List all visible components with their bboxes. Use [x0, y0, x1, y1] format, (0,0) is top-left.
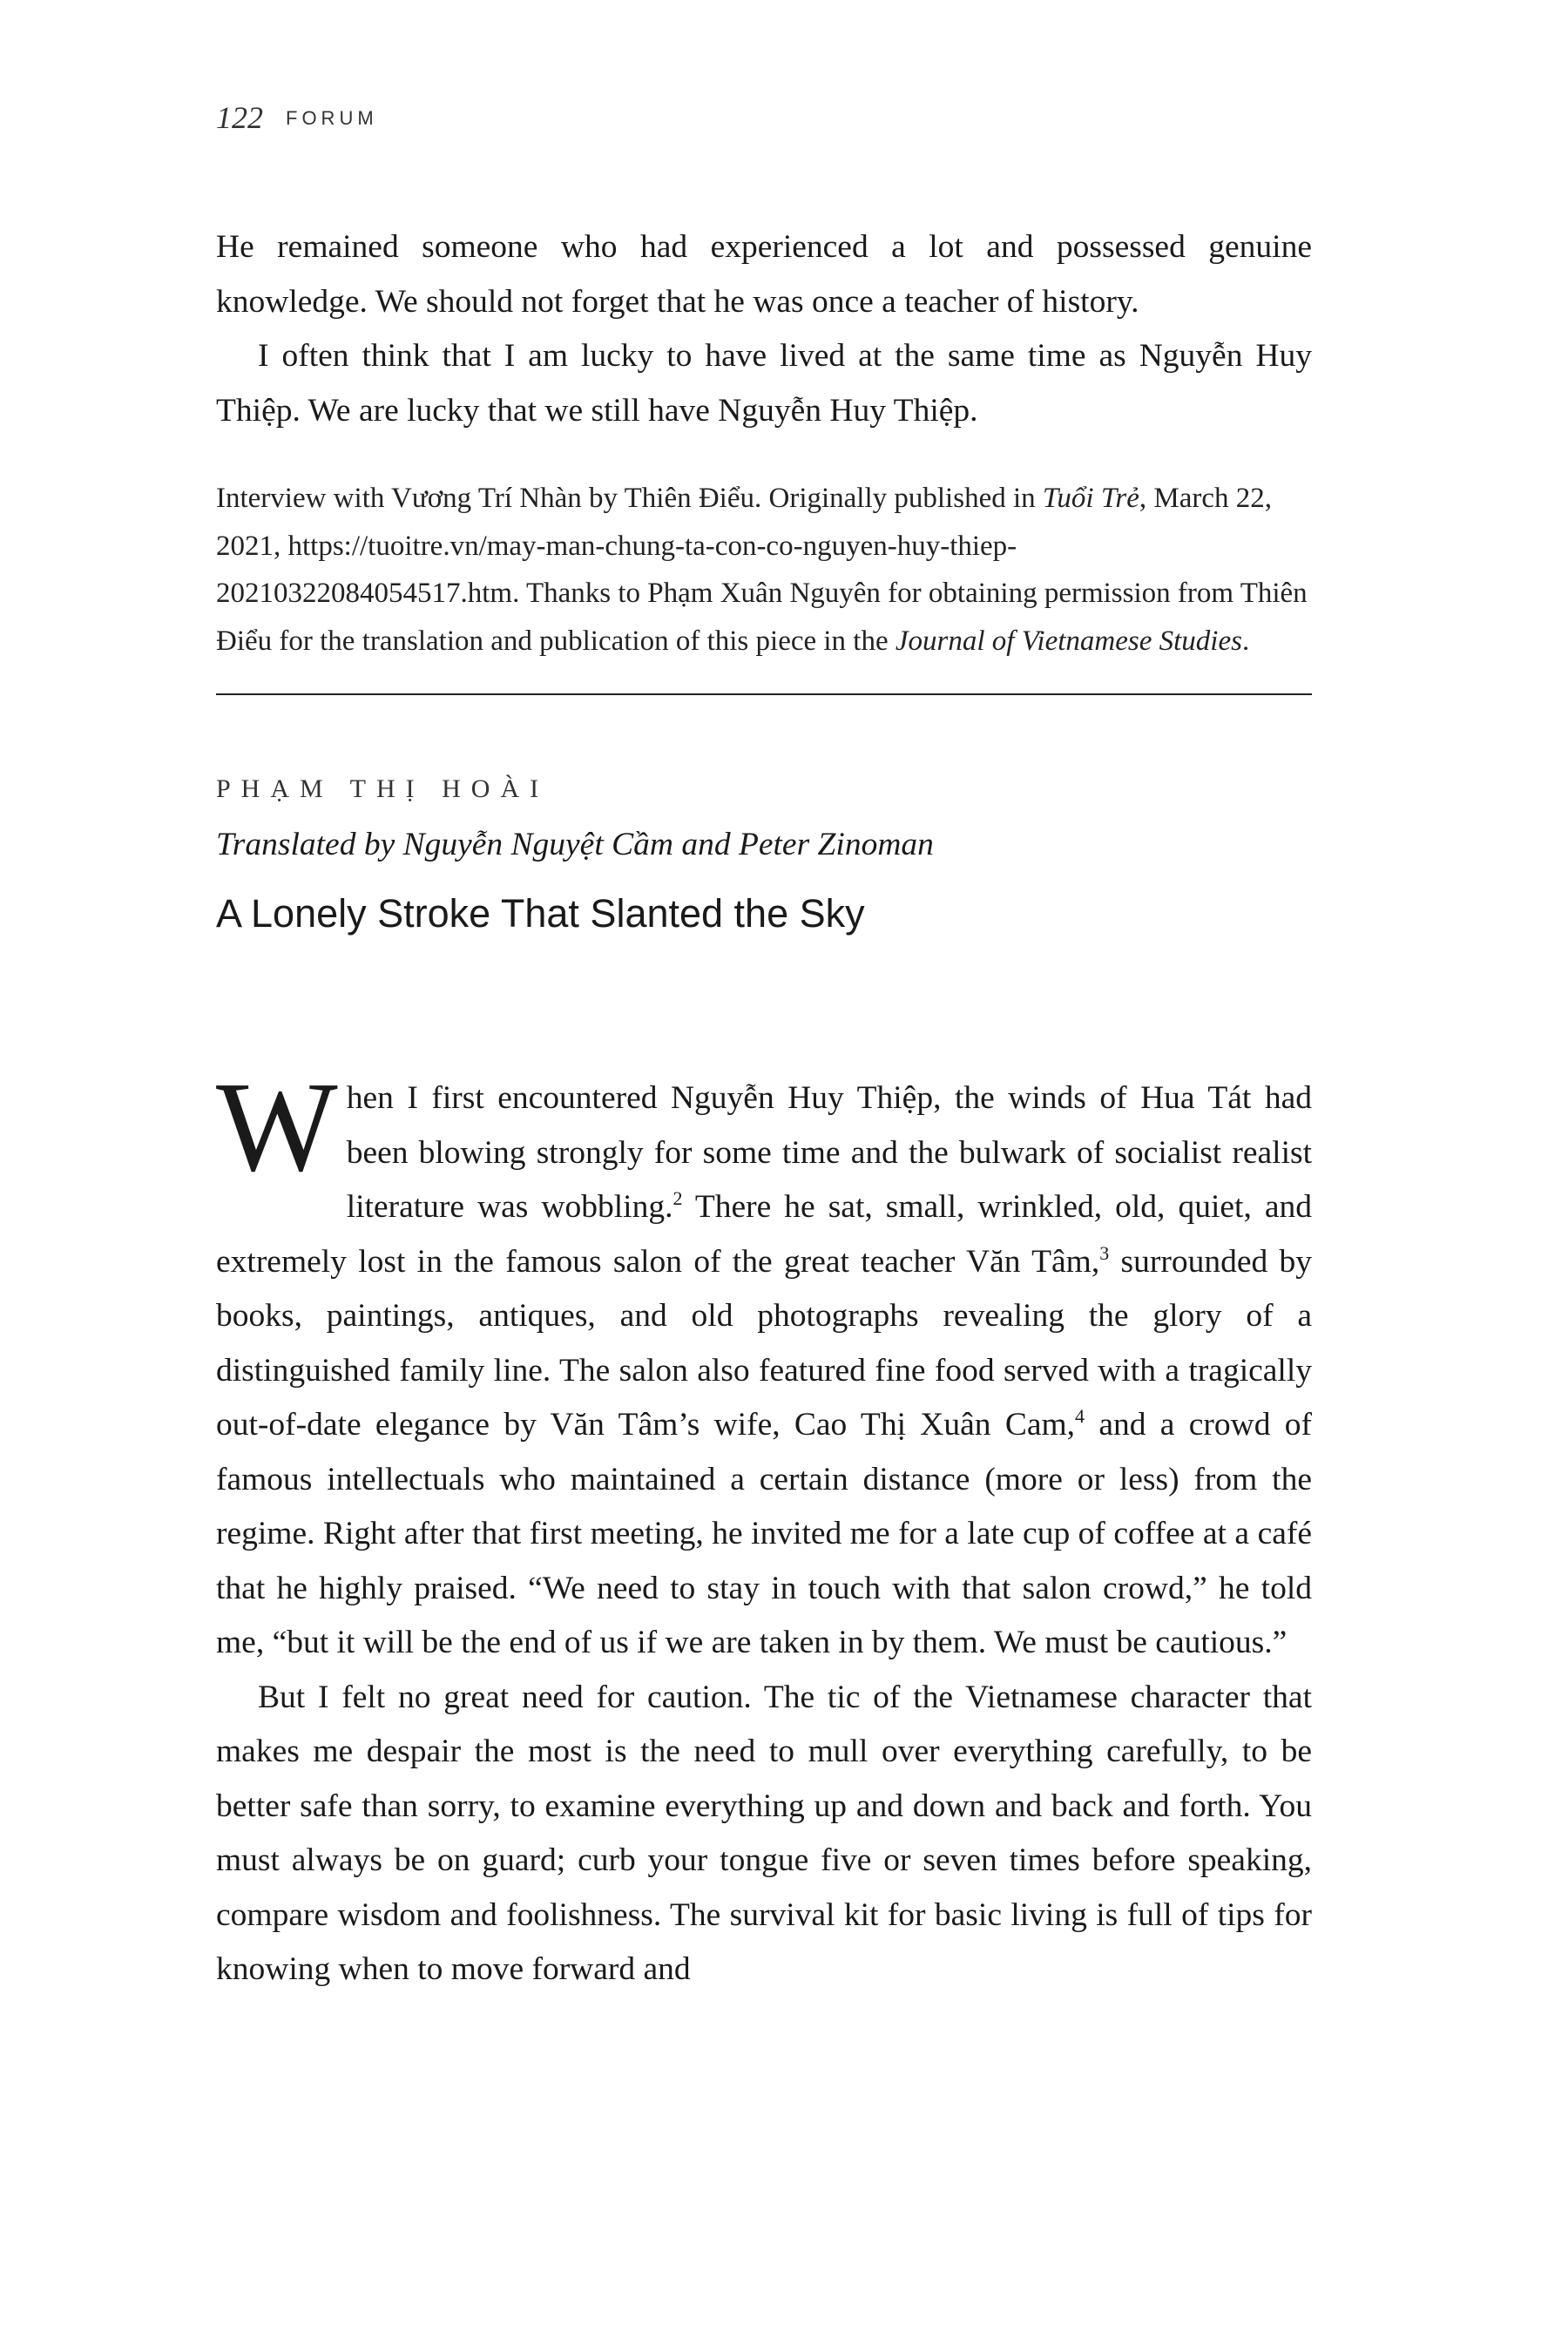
note-text: Interview with Vương Trí Nhàn by Thiên Điểu. Originally published in	[216, 483, 1043, 514]
source-note	[216, 475, 1312, 665]
section-name: FORUM	[286, 107, 378, 129]
running-head	[216, 96, 1312, 140]
journal-name: Journal of Vietnamese Studies	[895, 625, 1242, 657]
footnote-ref[interactable]: 4	[1075, 1405, 1085, 1427]
paragraph-text: surrounded by books, paintings, antiques, and old photographs revealing the glory of a distinguished family line. The salon also featured fine food served with a tragically out-of-date elegance by Văn Tâm’s wife, Cao Thị Xuân Cam,	[216, 1243, 1312, 1443]
paragraph: He remained someone who had experienced a lot and possessed genuine knowledge. We should not forget that he was once a teacher of history.	[216, 229, 1312, 320]
paragraph	[216, 1056, 1312, 1671]
paragraph: I often think that I am lucky to have lived at the same time as Nguyễn Huy Thiệp. We are lucky that we still have Nguyễn Huy Thiệp.	[216, 338, 1312, 429]
footnote-ref[interactable]: 2	[672, 1187, 683, 1209]
paragraph-text: and a crowd of famous intellectuals who maintained a certain distance (more or less) from the regime. Right after that first meeting, he invited me for a late cup of coffee at a café that he highly praised. “We need to stay in touch with that salon crowd,” he told me, “but it will be the end of us if we are taken in by them. We must be cautious.”	[216, 1407, 1312, 1660]
note-text: .	[1241, 625, 1250, 657]
section-divider	[216, 693, 1312, 695]
article-title: A Lonely Stroke That Slanted the Sky	[216, 891, 865, 936]
page-number: 122	[216, 100, 263, 135]
article-translator: Translated by Nguyễn Nguyệt Cầm and Peter Zinoman	[216, 827, 934, 862]
paragraph: But I felt no great need for caution. The tic of the Vietnamese character that makes me despair the most is the need to mull over everything carefully, to be better safe than sorry, to examine everything up and down and back and forth. You must always be on guard; curb your tongue five or seven times before speaking, compare wisdom and foolishness. The survival kit for basic living is full of tips for knowing when to move forward and	[216, 1679, 1312, 1987]
article-author: PHẠM THỊ HOÀI	[216, 774, 550, 803]
footnote-ref[interactable]: 3	[1099, 1241, 1110, 1264]
paragraph-text: hen I first encountered Nguyễn Huy Thiệp, the winds of Hua Tát had been blowing strongly for some time and the bulwark of socialist realist literature was wobbling.	[346, 1080, 1312, 1225]
publication-name: Tuổi Trẻ	[1042, 483, 1139, 514]
note-text: , March 22, 2021, https://tuoitre.vn/may-man-chung-ta-con-co-nguyen-huy-thiep-20210322084054517.htm. Thanks to Phạm Xuân Nguyên for obtaining permission from Thiên Điểu for the translation and publication of this piece in the	[216, 483, 1308, 657]
page	[216, 96, 1312, 1997]
drop-cap: W	[216, 1056, 338, 1199]
article-body	[216, 1056, 1312, 1997]
paragraph-text: There he sat, small, wrinkled, old, quiet, and extremely lost in the famous salon of the great teacher Văn Tâm,	[216, 1189, 1312, 1280]
